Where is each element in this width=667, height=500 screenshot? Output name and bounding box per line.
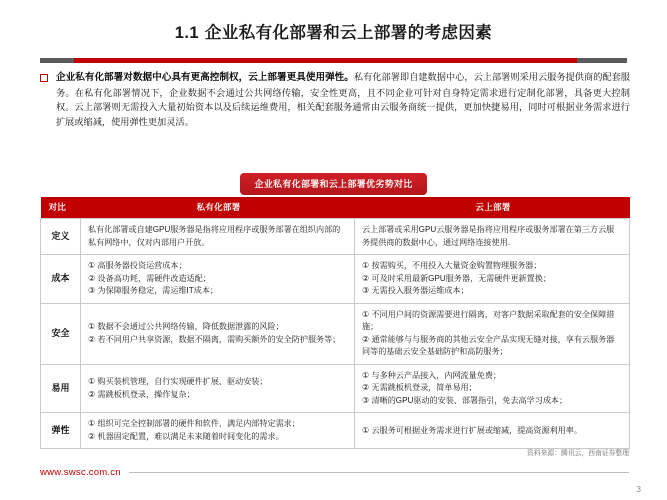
divider-segment-red — [74, 58, 577, 63]
cell-item: ① 购买装机管理，自行实现硬件扩展、驱动安装； — [88, 377, 268, 387]
title-area — [0, 24, 667, 44]
body-lead-sentence: 企业私有化部署对数据中心具有更高控制权，云上部署更具使用弹性。 — [56, 72, 354, 83]
table-header-row — [41, 197, 630, 219]
cell-item: ① 按需购买，不用投入大量资金购置物理服务器； — [362, 261, 542, 271]
cell-item-list — [88, 224, 347, 249]
footer-rule — [129, 472, 629, 473]
body-paragraph-block — [40, 70, 630, 130]
cell-item: ② 设备高功耗，需硬件改造适配； — [88, 273, 211, 283]
table-caption-badge: 企业私有化部署和云上部署优劣势对比 — [240, 173, 426, 195]
table-row-label: 易用 — [41, 364, 81, 413]
cell-item: ① 云服务可根据业务需求进行扩展或缩减，提高资源利用率。 — [362, 425, 582, 435]
cell-item-list — [362, 370, 622, 408]
cell-cloud-deployment — [355, 303, 630, 364]
table-row-label: 弹性 — [41, 413, 81, 449]
body-paragraph — [56, 70, 630, 130]
cell-cloud-deployment — [355, 364, 630, 413]
cell-private-deployment — [81, 364, 355, 413]
table-caption-area — [0, 173, 667, 195]
table-row-label: 成本 — [41, 255, 81, 304]
cell-item-list — [362, 425, 622, 438]
cell-item-list — [88, 260, 347, 298]
section-title-text: 企业私有化部署和云上部署的考虑因素 — [204, 24, 493, 42]
cell-private-deployment — [81, 255, 355, 304]
cell-item: ① 组织可完全控制部署的硬件和软件，满足内部特定需求； — [88, 419, 300, 429]
cell-item: ② 若不同用户共享资源，数据不隔离，需购买额外的安全防护服务等； — [88, 334, 341, 344]
cell-item-list — [362, 224, 622, 249]
table-row-label: 安全 — [41, 303, 81, 364]
cell-item: ① 不同用户间的资源需要进行隔离，对客户数据采取配套的安全保障措施； — [362, 309, 615, 332]
body-rest-text: 私有化部署即自建数据中心，云上部署则采用云服务提供商的配套服务。在私有化部署情况下，企业数据不会通过公共网络传输，安全性更高，且不同企业可针对自身特定需求进行定制化部署，具备更大控制权。云上部署则无需投入大量初始资本以及后续运维费用，相关配套服务通常由云服务商统一提供，更加快捷易用，同时可根据业务需求进行扩展或缩减，使用弹性更加灵活。 — [56, 72, 630, 128]
cell-item-list — [88, 321, 347, 346]
cell-item: ③ 为保障服务稳定，需运维IT成本； — [88, 286, 219, 296]
footer-website-url[interactable]: www.swsc.com.cn — [40, 467, 121, 478]
table-row — [41, 413, 630, 449]
cell-item: 云上部署或采用GPU云服务器是指将应用程序或服务部署在第三方云服务提供商的数据中心，通过网络连接使用. — [362, 225, 615, 247]
title-divider — [40, 58, 627, 63]
footer — [40, 467, 629, 478]
divider-segment-right — [577, 58, 627, 63]
table-row — [41, 303, 630, 364]
table-row — [41, 219, 630, 255]
source-note: 资料来源：腾讯云，西南证券整理 — [527, 450, 629, 457]
cell-item: ③ 无需投入服务器运维成本； — [362, 286, 469, 296]
cell-cloud-deployment — [355, 255, 630, 304]
cell-item: ① 高服务器投资运营成本； — [88, 261, 187, 271]
cell-item: ② 机器固定配置，难以满足未来随着时间变化的需求。 — [88, 431, 284, 441]
table-header-private: 私有化部署 — [81, 197, 355, 219]
cell-item: ① 数据不会通过公共网络传输，降低数据泄露的风险； — [88, 322, 284, 332]
cell-item-list — [88, 418, 347, 443]
cell-private-deployment — [81, 413, 355, 449]
cell-item: ① 与多种云产品接入，内网流量免费； — [362, 370, 502, 380]
cell-item: ② 可及时采用最新GPU服务器，无需硬件更新置换； — [362, 273, 551, 283]
cell-private-deployment — [81, 219, 355, 255]
square-bullet-icon — [40, 74, 48, 82]
table-header-cloud: 云上部署 — [355, 197, 630, 219]
table-body — [41, 219, 630, 449]
comparison-table — [40, 197, 630, 449]
cell-item: ② 通常能够与与服务商的其他云安全产品实现无缝对接，享有云服务器同等的基础云安全基础防护和高防服务； — [362, 334, 615, 357]
cell-item-list — [362, 260, 622, 298]
table-header-compare: 对比 — [41, 197, 81, 219]
cell-item-list — [362, 309, 622, 359]
table-header — [41, 197, 630, 219]
divider-segment-left — [40, 58, 74, 63]
cell-item: ② 无需跳板机登录，简单易用； — [362, 383, 477, 393]
cell-cloud-deployment — [355, 413, 630, 449]
cell-item-list — [88, 376, 347, 401]
cell-cloud-deployment — [355, 219, 630, 255]
cell-item: ③ 清晰的GPU驱动的安装、部署指引，免去高学习成本； — [362, 395, 568, 405]
table-row — [41, 364, 630, 413]
cell-item: ② 需跳板机登录，操作复杂； — [88, 389, 195, 399]
page-number: 3 — [636, 485, 641, 494]
table-row — [41, 255, 630, 304]
page-title — [0, 24, 667, 44]
section-number: 1.1 — [174, 24, 199, 42]
cell-item: 私有化部署或自建GPU服务器是指将应用程序或服务部署在组织内部的私有网络中，仅对内部用户开放。 — [88, 225, 341, 247]
table-row-label: 定义 — [41, 219, 81, 255]
cell-private-deployment — [81, 303, 355, 364]
